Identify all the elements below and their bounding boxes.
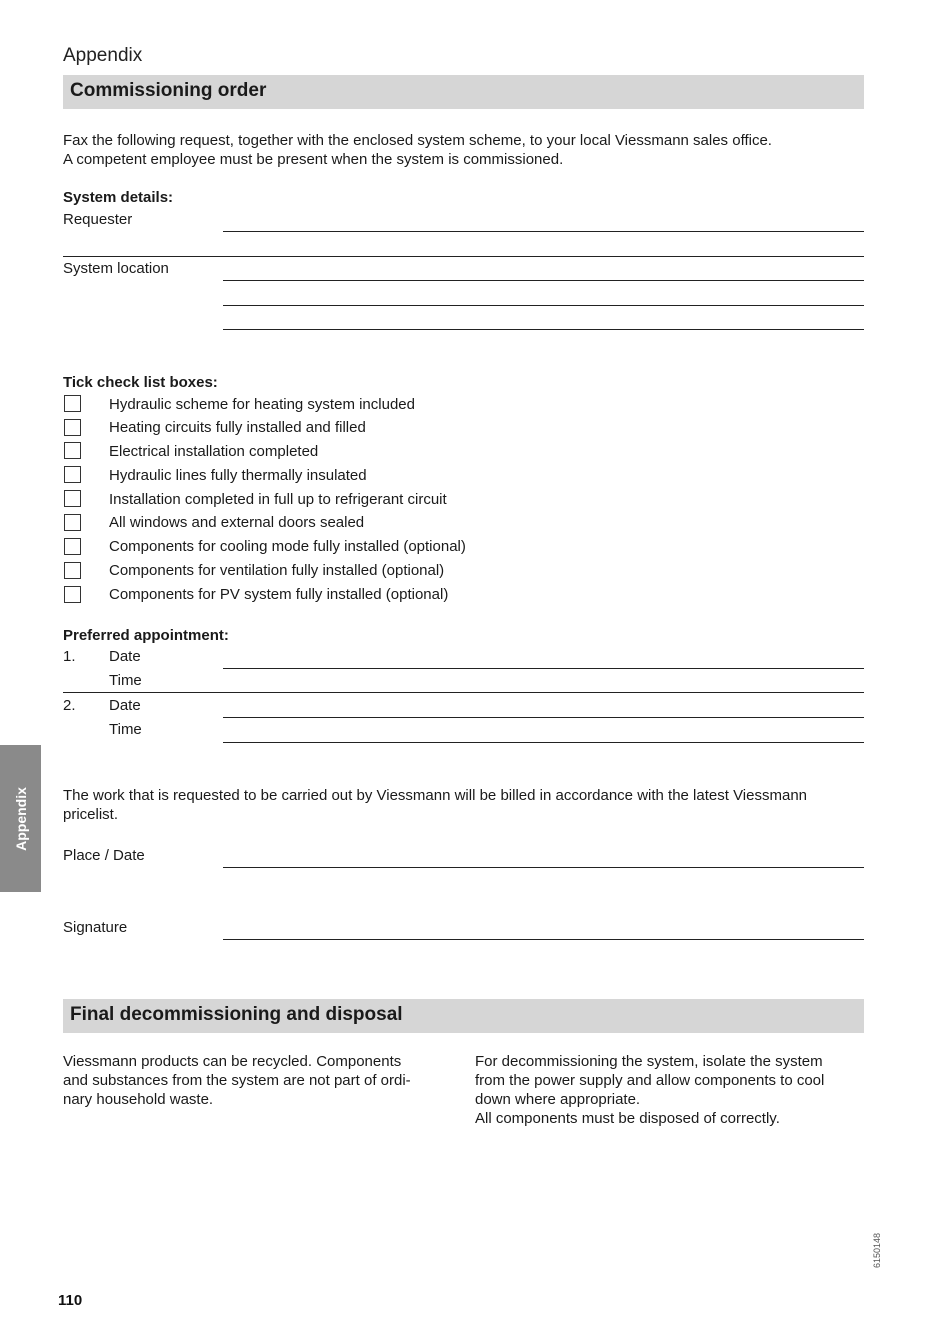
time-label: Time (109, 672, 142, 689)
checkbox[interactable] (64, 466, 81, 483)
checkbox[interactable] (64, 395, 81, 412)
place-date-label: Place / Date (63, 847, 145, 864)
system-location-label: System location (63, 260, 169, 277)
signature-label: Signature (63, 919, 128, 936)
appointment-1-time-line[interactable] (63, 692, 864, 693)
disposal-right-line: For decommissioning the system, isolate the system (475, 1053, 823, 1070)
checklist-item: All windows and external doors sealed (109, 514, 365, 531)
billing-line-2: pricelist. (63, 806, 119, 823)
side-tab-label: Appendix (12, 786, 29, 851)
section-header-commissioning (63, 75, 864, 109)
checklist-item: Heating circuits fully installed and filled (109, 419, 366, 436)
appointment-1-date-line[interactable] (223, 668, 864, 669)
checklist-item: Hydraulic lines fully thermally insulated (109, 467, 367, 484)
checkbox[interactable] (64, 562, 81, 579)
requester-line-2[interactable] (63, 256, 864, 257)
checklist-item: Components for cooling mode fully installed (optional) (109, 538, 466, 555)
checklist-item: Components for PV system fully installed (optional) (109, 586, 449, 603)
disposal-right-line: All components must be disposed of correctly. (475, 1110, 780, 1127)
appointment-2-time-line[interactable] (223, 742, 864, 743)
checkbox[interactable] (64, 442, 81, 459)
requester-label: Requester (63, 211, 133, 228)
system-location-line-3[interactable] (223, 329, 864, 330)
checklist-heading: Tick check list boxes: (63, 374, 218, 391)
date-label: Date (109, 648, 141, 665)
checklist-item: Hydraulic scheme for heating system included (109, 396, 415, 413)
checkbox[interactable] (64, 586, 81, 603)
page-number: 110 (58, 1292, 83, 1309)
disposal-left-line: and substances from the system are not part of ordi- (63, 1072, 411, 1089)
checklist-item: Installation completed in full up to refrigerant circuit (109, 491, 447, 508)
system-location-line-2[interactable] (223, 305, 864, 306)
place-date-line[interactable] (223, 867, 864, 868)
section-header-disposal (63, 999, 864, 1033)
billing-line-1: The work that is requested to be carried out by Viessmann will be billed in accordance with the latest Viessmann (63, 787, 808, 804)
requester-line[interactable] (223, 231, 864, 232)
system-location-line-1[interactable] (223, 280, 864, 281)
signature-line[interactable] (223, 939, 864, 940)
appointment-2-date-line[interactable] (223, 717, 864, 718)
document-code: 6150148 (872, 1232, 882, 1268)
disposal-right-line: down where appropriate. (475, 1091, 641, 1108)
disposal-left-line: nary household waste. (63, 1091, 214, 1108)
side-tab (0, 745, 41, 892)
checkbox[interactable] (64, 419, 81, 436)
disposal-left-line: Viessmann products can be recycled. Components (63, 1053, 402, 1070)
section-title: Final decommissioning and disposal (70, 1004, 403, 1025)
section-title: Commissioning order (70, 80, 267, 101)
intro-line-1: Fax the following request, together with the enclosed system scheme, to your local Viessmann sales office. (63, 132, 772, 149)
running-head: Appendix (63, 45, 143, 66)
time-label: Time (109, 721, 142, 738)
checkbox[interactable] (64, 538, 81, 555)
checklist-item: Electrical installation completed (109, 443, 319, 460)
disposal-right-line: from the power supply and allow components to cool (475, 1072, 825, 1089)
appointment-number: 2. (63, 697, 76, 714)
date-label: Date (109, 697, 141, 714)
checkbox[interactable] (64, 514, 81, 531)
checklist-item: Components for ventilation fully installed (optional) (109, 562, 445, 579)
intro-line-2: A competent employee must be present when the system is commissioned. (63, 151, 564, 168)
checkbox[interactable] (64, 490, 81, 507)
appointment-heading: Preferred appointment: (63, 627, 229, 644)
appointment-number: 1. (63, 648, 76, 665)
system-details-heading: System details: (63, 189, 174, 206)
